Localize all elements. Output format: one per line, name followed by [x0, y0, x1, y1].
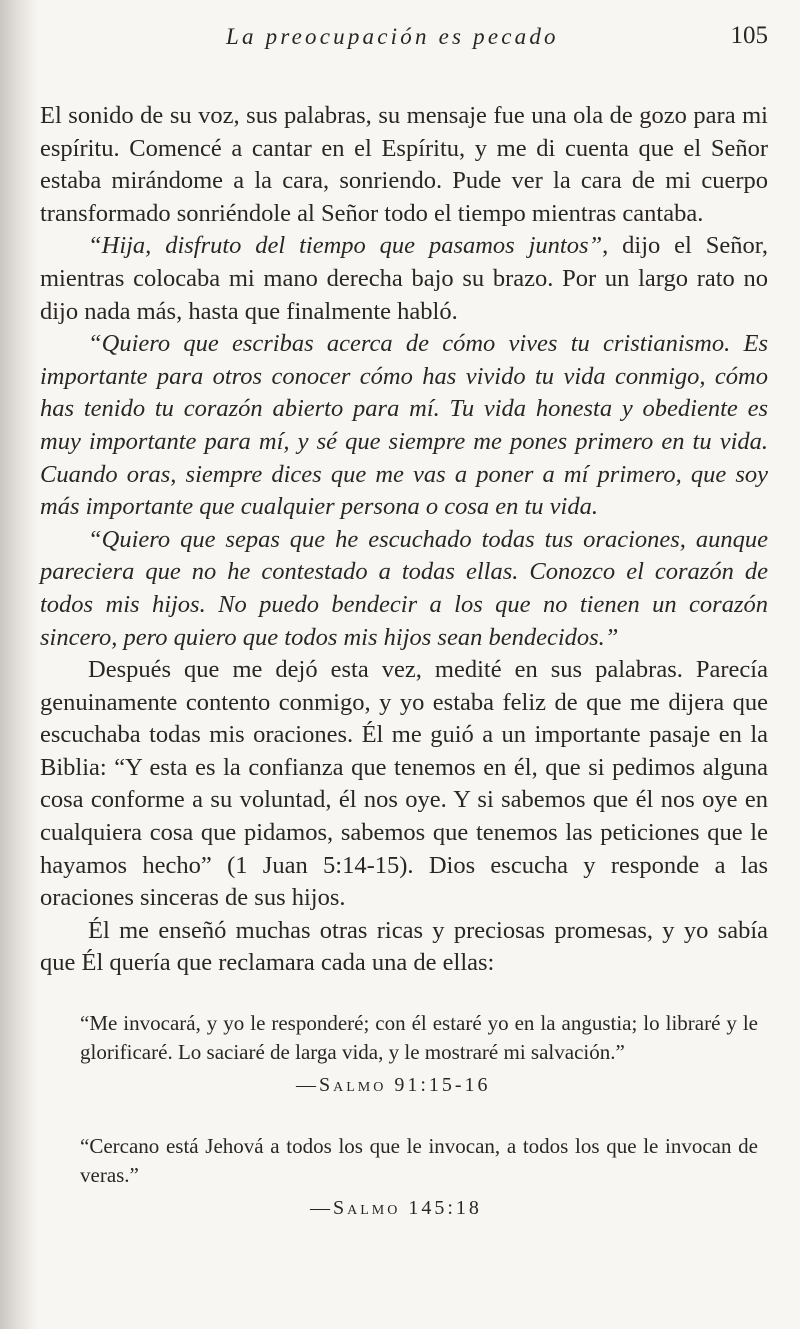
source-dash: —: [310, 1196, 333, 1219]
scripture-source: [310, 1192, 768, 1225]
spoken-quote: “Hija, disfruto del tiempo que pasamos juntos”: [88, 232, 603, 260]
scripture-source: [296, 1069, 768, 1102]
paragraph-italic: “Quiero que sepas que he escuchado todas tus oraciones, aunque pareciera que no he contestado a todas ellas. Conozco el corazón de todos mis hijos. No puedo bendecir a los que no tienen un corazón sincero, pero quiero que todos mis hijos sean bendecidos.”: [40, 525, 768, 651]
page-body: [40, 100, 768, 1224]
source-reference: 91:15-16: [394, 1074, 491, 1097]
running-title: La preocupación es pecado: [226, 24, 559, 49]
source-book: Salmo: [333, 1196, 401, 1219]
scripture-quote: [40, 1132, 768, 1225]
scripture-quote: [40, 1009, 768, 1102]
source-reference: 145:18: [408, 1196, 482, 1219]
paragraph: Él me enseñó muchas otras ricas y preciosas promesas, y yo sabía que Él quería que reclamara cada una de ellas:: [40, 916, 768, 977]
narration: , dijo el Señor, mientras colocaba mi mano derecha bajo su brazo. Por un largo rato no dijo nada más, hasta que finalmente habló.: [40, 232, 768, 325]
paragraph: [40, 230, 768, 328]
page-number: 105: [730, 22, 768, 49]
paragraph: Después que me dejó esta vez, medité en sus palabras. Parecía genuinamente contento conmigo, y yo estaba feliz de que me dijera que escuchaba todas mis oraciones. Él me guió a un importante pasaje en la Biblia: “Y esta es la confianza que tenemos en él, que si pedimos alguna cosa conforme a su voluntad, él nos oye. Y si sabemos que él nos oye en cualquiera cosa que pidamos, sabemos que tenemos las peticiones que le hayamos hecho” (1 Juan 5:14-15). Dios escucha y responde a las oraciones sinceras de sus hijos.: [40, 656, 768, 912]
paragraph: El sonido de su voz, sus palabras, su mensaje fue una ola de gozo para mi espíritu. Comencé a cantar en el Espíritu, y me di cuenta que el Señor estaba mirándome a la cara, sonriendo. Pude ver la cara de mi cuerpo transformado sonriéndole al Señor todo el tiempo mientras cantaba.: [40, 102, 768, 227]
scripture-text: “Cercano está Jehová a todos los que le invocan, a todos los que le invocan de veras.”: [80, 1133, 758, 1187]
paragraph-italic: “Quiero que escribas acerca de cómo vives tu cristianismo. Es importante para otros conocer cómo has vivido tu vida conmigo, cómo has tenido tu corazón abierto para mí. Tu vida honesta y obediente es muy importante para mí, y sé que siempre me pones primero en tu vida. Cuando oras, siempre dices que me vas a poner a mí primero, que soy más importante que cualquier persona o cosa en tu vida.: [40, 330, 768, 521]
source-book: Salmo: [319, 1074, 387, 1097]
scripture-text: “Me invocará, y yo le responderé; con él estaré yo en la angustia; lo libraré y le glorificaré. Lo saciaré de larga vida, y le mostraré mi salvación.”: [80, 1011, 758, 1065]
source-dash: —: [296, 1074, 319, 1097]
